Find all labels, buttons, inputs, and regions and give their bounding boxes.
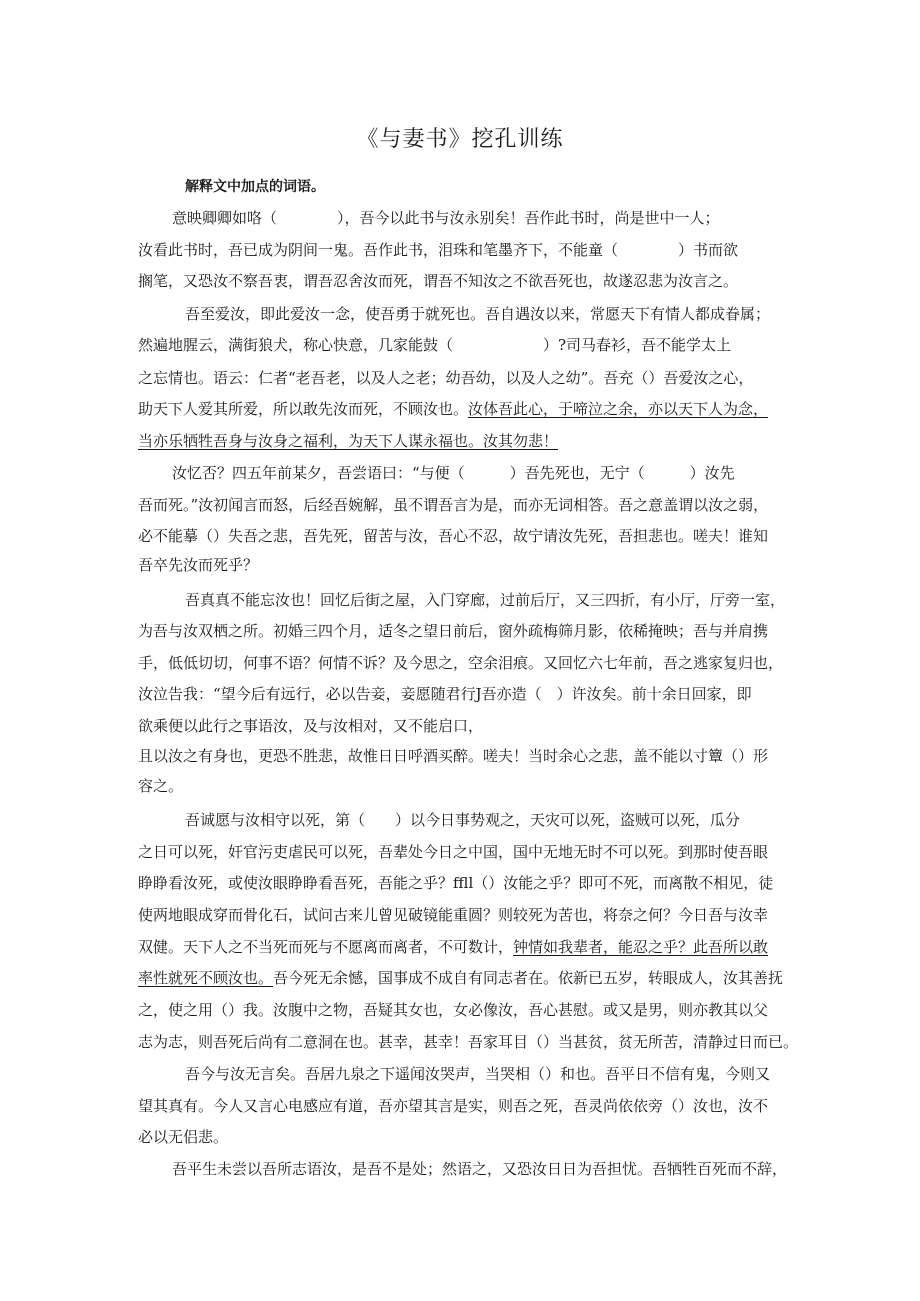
underlined-passage: 率性就死不顾汝也。 xyxy=(138,969,274,987)
text-line: 吾诚愿与汝相守以死，第（ ）以今日事势观之，天灾可以死，盗贼可以死，瓜分 xyxy=(185,811,741,829)
text-line: 必以无侣悲。 xyxy=(138,1128,229,1146)
text-line: 率性就死不顾汝也。吾今死无余憾，国事成不成自有同志者在。依新已五岁，转眼成人，汝其善抚 xyxy=(138,969,784,987)
text-line: 吾真真不能忘汝也！回忆后街之屋，入门穿廊，过前后厅，又三四折，有小厅，厅旁一室， xyxy=(185,591,786,609)
text-line: 必不能摹（）失吾之悲，吾先死，留苦与汝，吾心不忍，故宁请汝先死，吾担悲也。嗟夫！谁知 xyxy=(138,527,769,545)
text-line xyxy=(138,431,558,451)
page-title: 《与妻书》挖孔训练 xyxy=(356,127,564,152)
text-line: 双健。天下人之不当死而死与不愿离而离者，不可数计，钟情如我辈者，能忍之乎？此吾所以敢 xyxy=(138,938,769,956)
text-line: 搁笔，又恐汝不察吾衷，谓吾忍舍汝而死，谓吾不知汝之不欲吾死也，故遂忍悲为汝言之。 xyxy=(138,272,739,290)
text-line: 助天下人爱其所爱，所以敢先汝而死，不顾汝也。汝体吾此心，于啼泣之余，亦以天下人为念， xyxy=(138,400,769,418)
underlined-passage: 当亦乐牺牲吾身与汝身之福利，为天下人谋永福也。汝其勿悲！ xyxy=(138,432,559,450)
text-line: 为吾与汝双栖之所。初婚三四个月，适冬之望日前后，窗外疏梅筛月影，依稀掩映；吾与并肩携 xyxy=(138,622,769,640)
text-line: 之，使之用（）我。汝腹中之物，吾疑其女也，女必像汝，吾心甚慰。或又是男，则亦教其以父 xyxy=(138,1001,769,1019)
underlined-passage: 汝体吾此心，于啼泣之余，亦以天下人为念， xyxy=(468,400,769,418)
text-line: 之日可以死，奸官污吏虐民可以死，吾辈处今日之中国，国中无地无时不可以死。到那时使吾眼 xyxy=(138,843,769,861)
text-line: 意映卿卿如咯（ ），吾今以此书与汝永别矣！吾作此书时，尚是世中一人； xyxy=(172,209,720,227)
text-line: 吾至爱汝，即此爱汝一念，使吾勇于就死也。吾自遇汝以来，常愿天下有情人都成眷属； xyxy=(185,305,771,323)
text-line: 汝泣告我：“望今后有远行，必以告妾，妾愿随君行J吾亦造（ ）许汝矣。前十余日回家，即 xyxy=(138,685,752,703)
text-line: 吾卒先汝而死乎？ xyxy=(138,556,259,574)
text-line: 吾平生未尝以吾所志语汝，是吾不是处；然语之，又恐汝日日为吾担忧。吾牺牲百死而不辞， xyxy=(172,1160,788,1178)
text-line: 然遍地腥云，满街狼犬，称心快意，几家能鼓（ ）?司马春衫，吾不能学太上 xyxy=(138,336,732,354)
text-line: 志为志，则吾死后尚有二意洞在也。甚幸，甚幸！吾家耳目（）当甚贫，贫无所苦，清静过日而已。 xyxy=(138,1033,799,1051)
text-line: 吾而死。”汝初闻言而怒，后经吾婉解，虽不谓吾言为是，而亦无词相答。吾之意盖谓以汝之弱， xyxy=(138,496,769,514)
text-line: 吾今与汝无言矣。吾居九泉之下遥闻汝哭声，当哭相（）和也。吾平日不信有鬼，今则又 xyxy=(185,1065,771,1083)
text-line: 容之。 xyxy=(138,777,184,795)
underlined-passage: 钟情如我辈者，能忍之乎？此吾所以敢 xyxy=(513,938,769,956)
instruction-heading: 解释文中加点的词语。 xyxy=(185,179,325,195)
text-line: 欲乘便以此行之事语汝，及与汝相对，又不能启口， xyxy=(138,717,484,735)
text-line: 且以汝之有身也，更恐不胜悲，故惟日日呼酒买醉。嗟夫！当时余心之悲，盖不能以寸簟（）形 xyxy=(138,747,769,765)
text-line: 望其真有。今人又言心电感应有道，吾亦望其言是实，则吾之死，吾灵尚依依旁（）汝也，汝不 xyxy=(138,1097,769,1115)
text-line: 汝忆否？四五年前某夕，吾尝语曰：“与便（ ）吾先死也，无宁（ ）汝先 xyxy=(172,464,735,482)
text-line: 汝看此书时，吾已成为阴间一鬼。吾作此书，泪珠和笔墨齐下，不能童（ ）书而欲 xyxy=(138,241,739,259)
text-line: 手，低低切切，何事不语？何情不诉？及今思之，空余泪痕。又回忆六七年前，吾之逃家复归也， xyxy=(138,654,784,672)
text-line: 之忘情也。语云：仁者“老吾老，以及人之老；幼吾幼，以及人之幼”。吾充（）吾爱汝之心， xyxy=(138,369,754,387)
text-line: 使两地眼成穿而骨化石，试问古来儿曾见破镜能重圆？则较死为苦也，将奈之何？今日吾与汝幸 xyxy=(138,906,769,924)
text-line: 睁睁看汝死，或使汝眼睁睁看吾死，吾能之乎？ffll（）汝能之乎？即可不死，而离散不相见，徒 xyxy=(138,874,774,892)
